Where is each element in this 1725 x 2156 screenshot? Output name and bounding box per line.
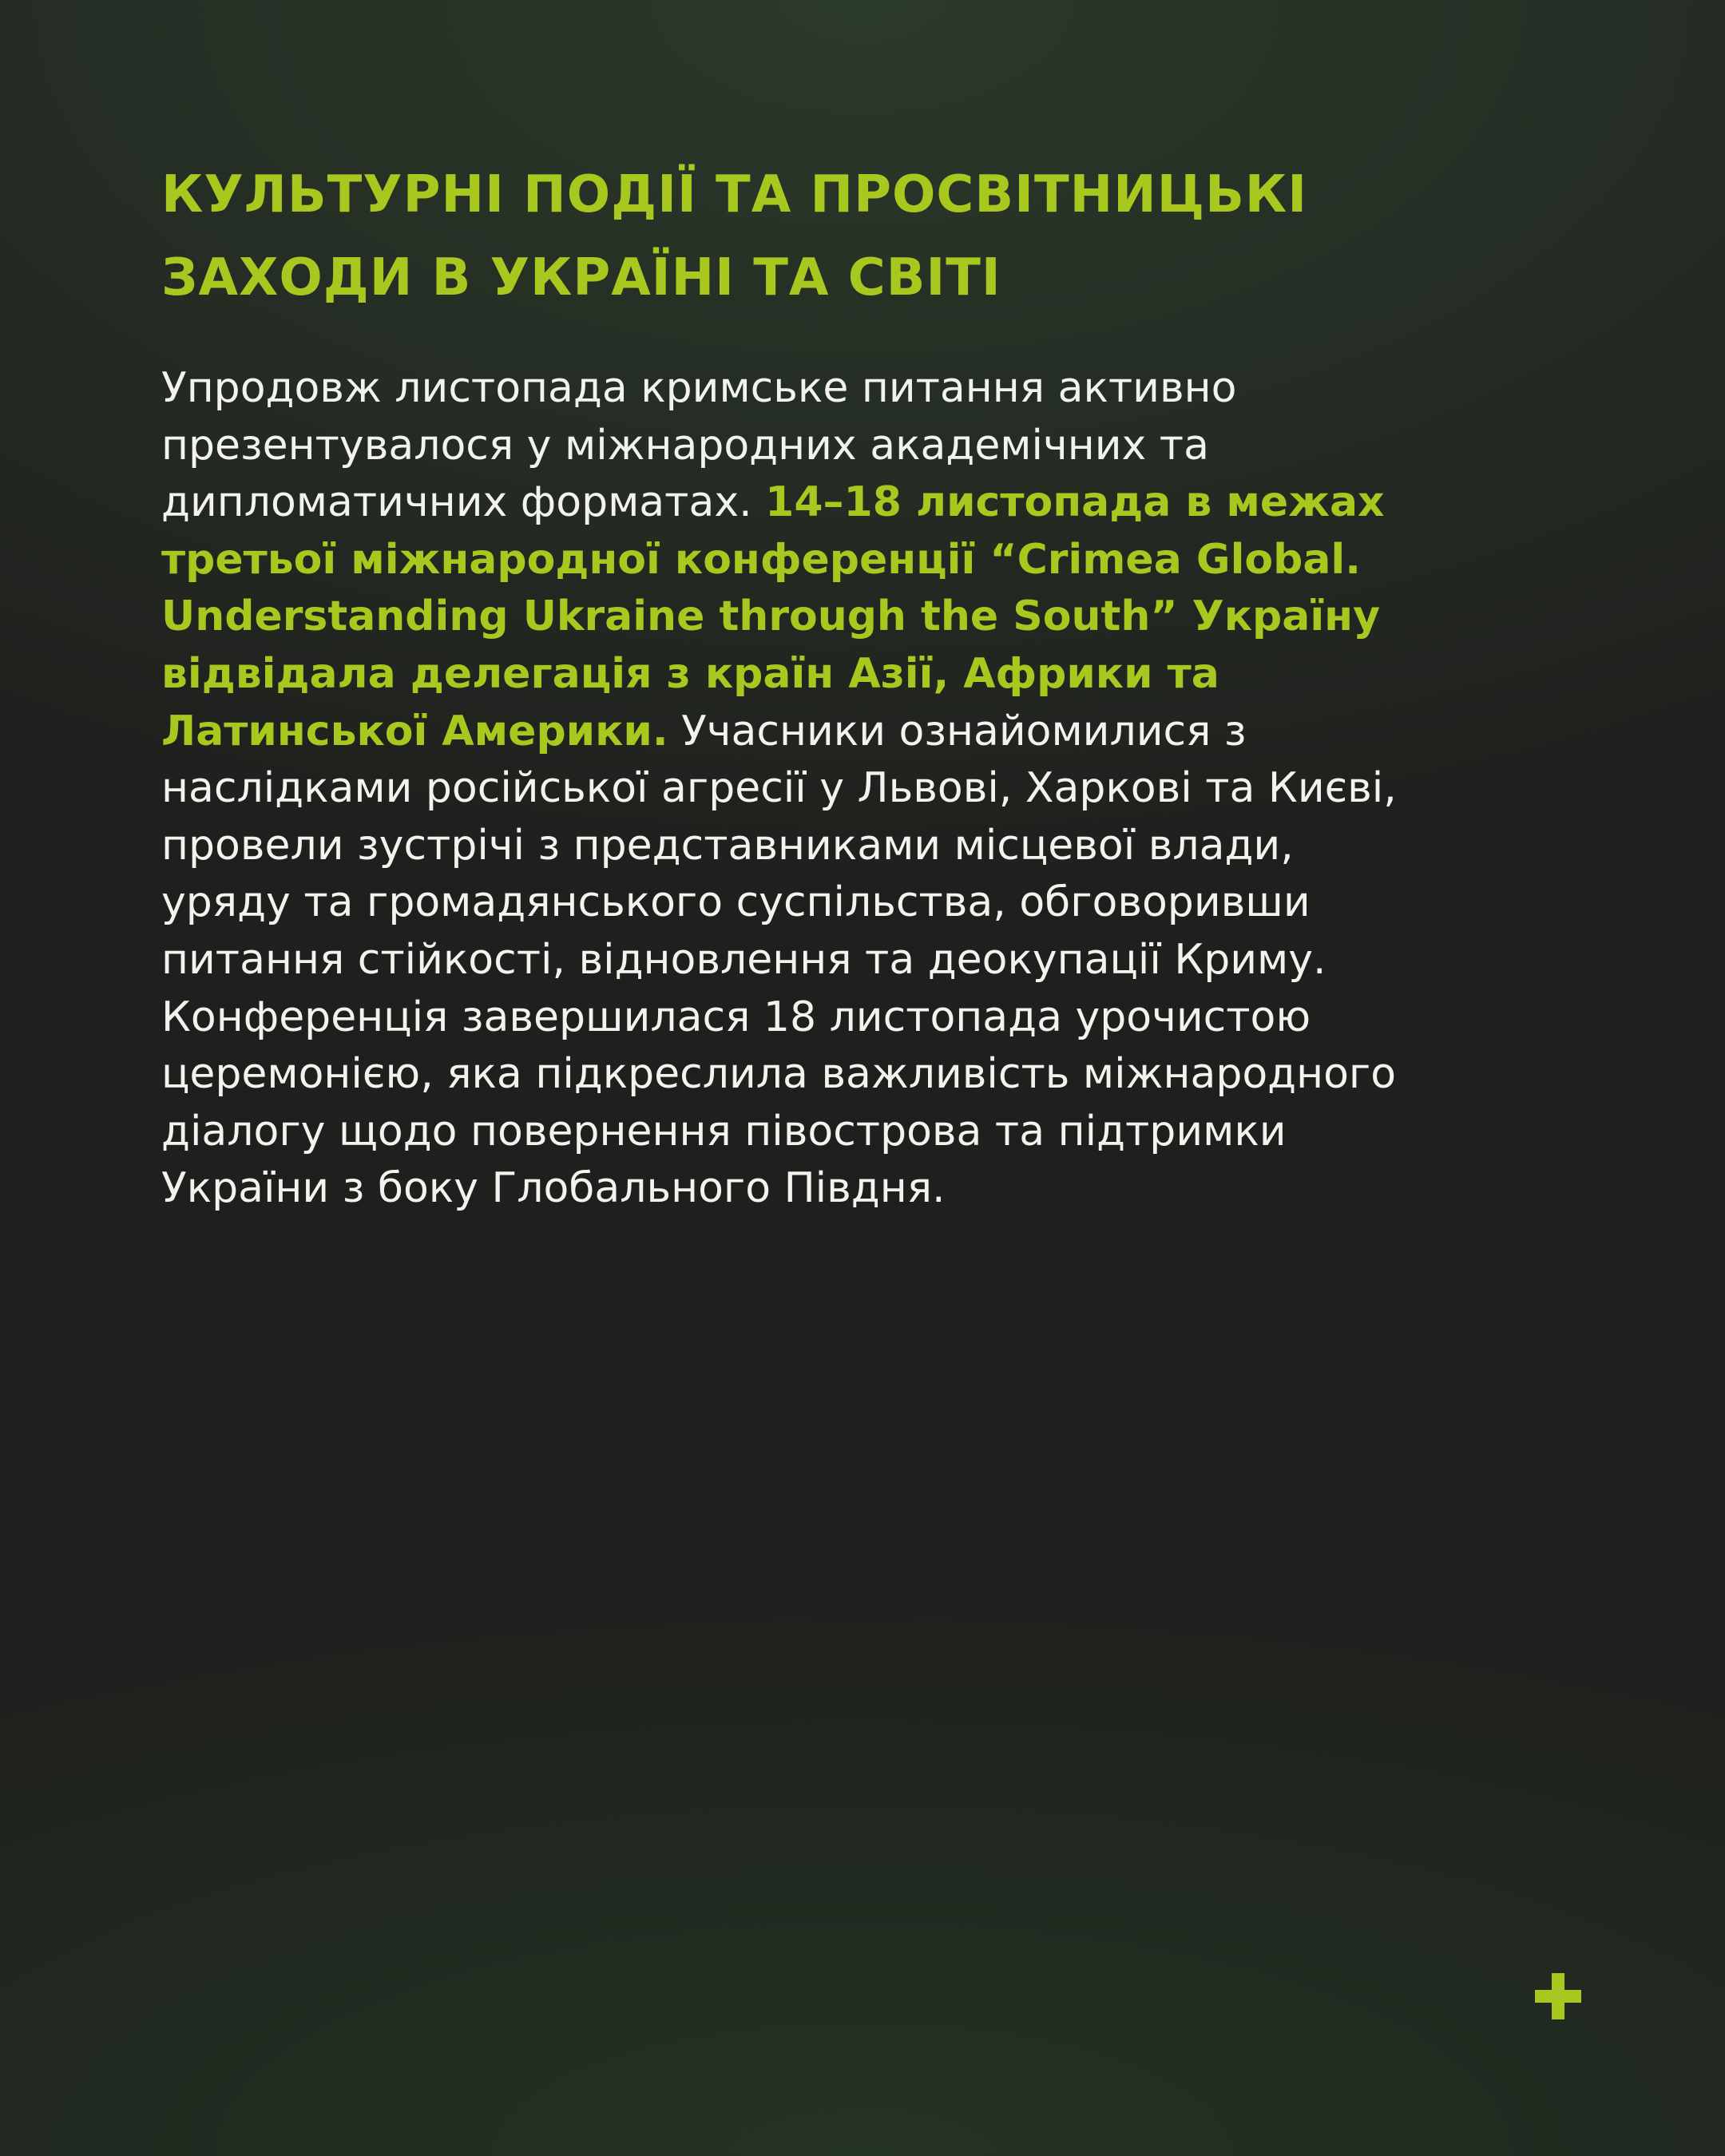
body-line-5: Understanding Ukraine through the South” Україну	[161, 593, 1381, 641]
plus-icon	[1535, 1973, 1581, 2019]
body-text-segment: Учасники ознайомилися з	[668, 707, 1247, 755]
body-line-9: провели зустрічі з представниками місцевої влади,	[161, 821, 1294, 870]
body-line-6: відвідала делегація з країн Азії, Африки та	[161, 649, 1219, 698]
body-line-15: України з боку Глобального Півдня.	[161, 1164, 946, 1213]
body-line-8: наслідками російської агресії у Львові, Харкові та Києві,	[161, 764, 1397, 813]
body-text-segment: дипломатичних форматах.	[161, 478, 766, 527]
body-line-10: уряду та громадянського суспільства, обговоривши	[161, 878, 1311, 927]
body-line-13: церемонією, яка підкреслила важливість міжнародного	[161, 1050, 1397, 1099]
highlight-text: 14–18 листопада в межах	[765, 478, 1385, 527]
body-line-1: Упродовж листопада кримське питання активно	[161, 364, 1237, 412]
body-line-11: питання стійкості, відновлення та деокупації Криму.	[161, 935, 1326, 984]
body-line-2: презентувалося у міжнародних академічних та	[161, 421, 1209, 470]
title-line-1: КУЛЬТУРНІ ПОДІЇ ТА ПРОСВІТНИЦЬКІ	[161, 165, 1307, 224]
title-line-2: ЗАХОДИ В УКРАЇНІ ТА СВІТІ	[161, 248, 1001, 307]
body-line-7	[161, 703, 1599, 761]
body-line-14: діалогу щодо повернення півострова та підтримки	[161, 1107, 1287, 1155]
body-paragraph	[161, 360, 1599, 1218]
highlight-text: Латинської Америки.	[161, 707, 668, 755]
page-title	[161, 153, 1567, 319]
body-line-12: Конференція завершилася 18 листопада урочистою	[161, 993, 1311, 1041]
body-line-3	[161, 474, 1599, 532]
body-line-4: третьої міжнародної конференції “Crimea Global.	[161, 535, 1362, 584]
